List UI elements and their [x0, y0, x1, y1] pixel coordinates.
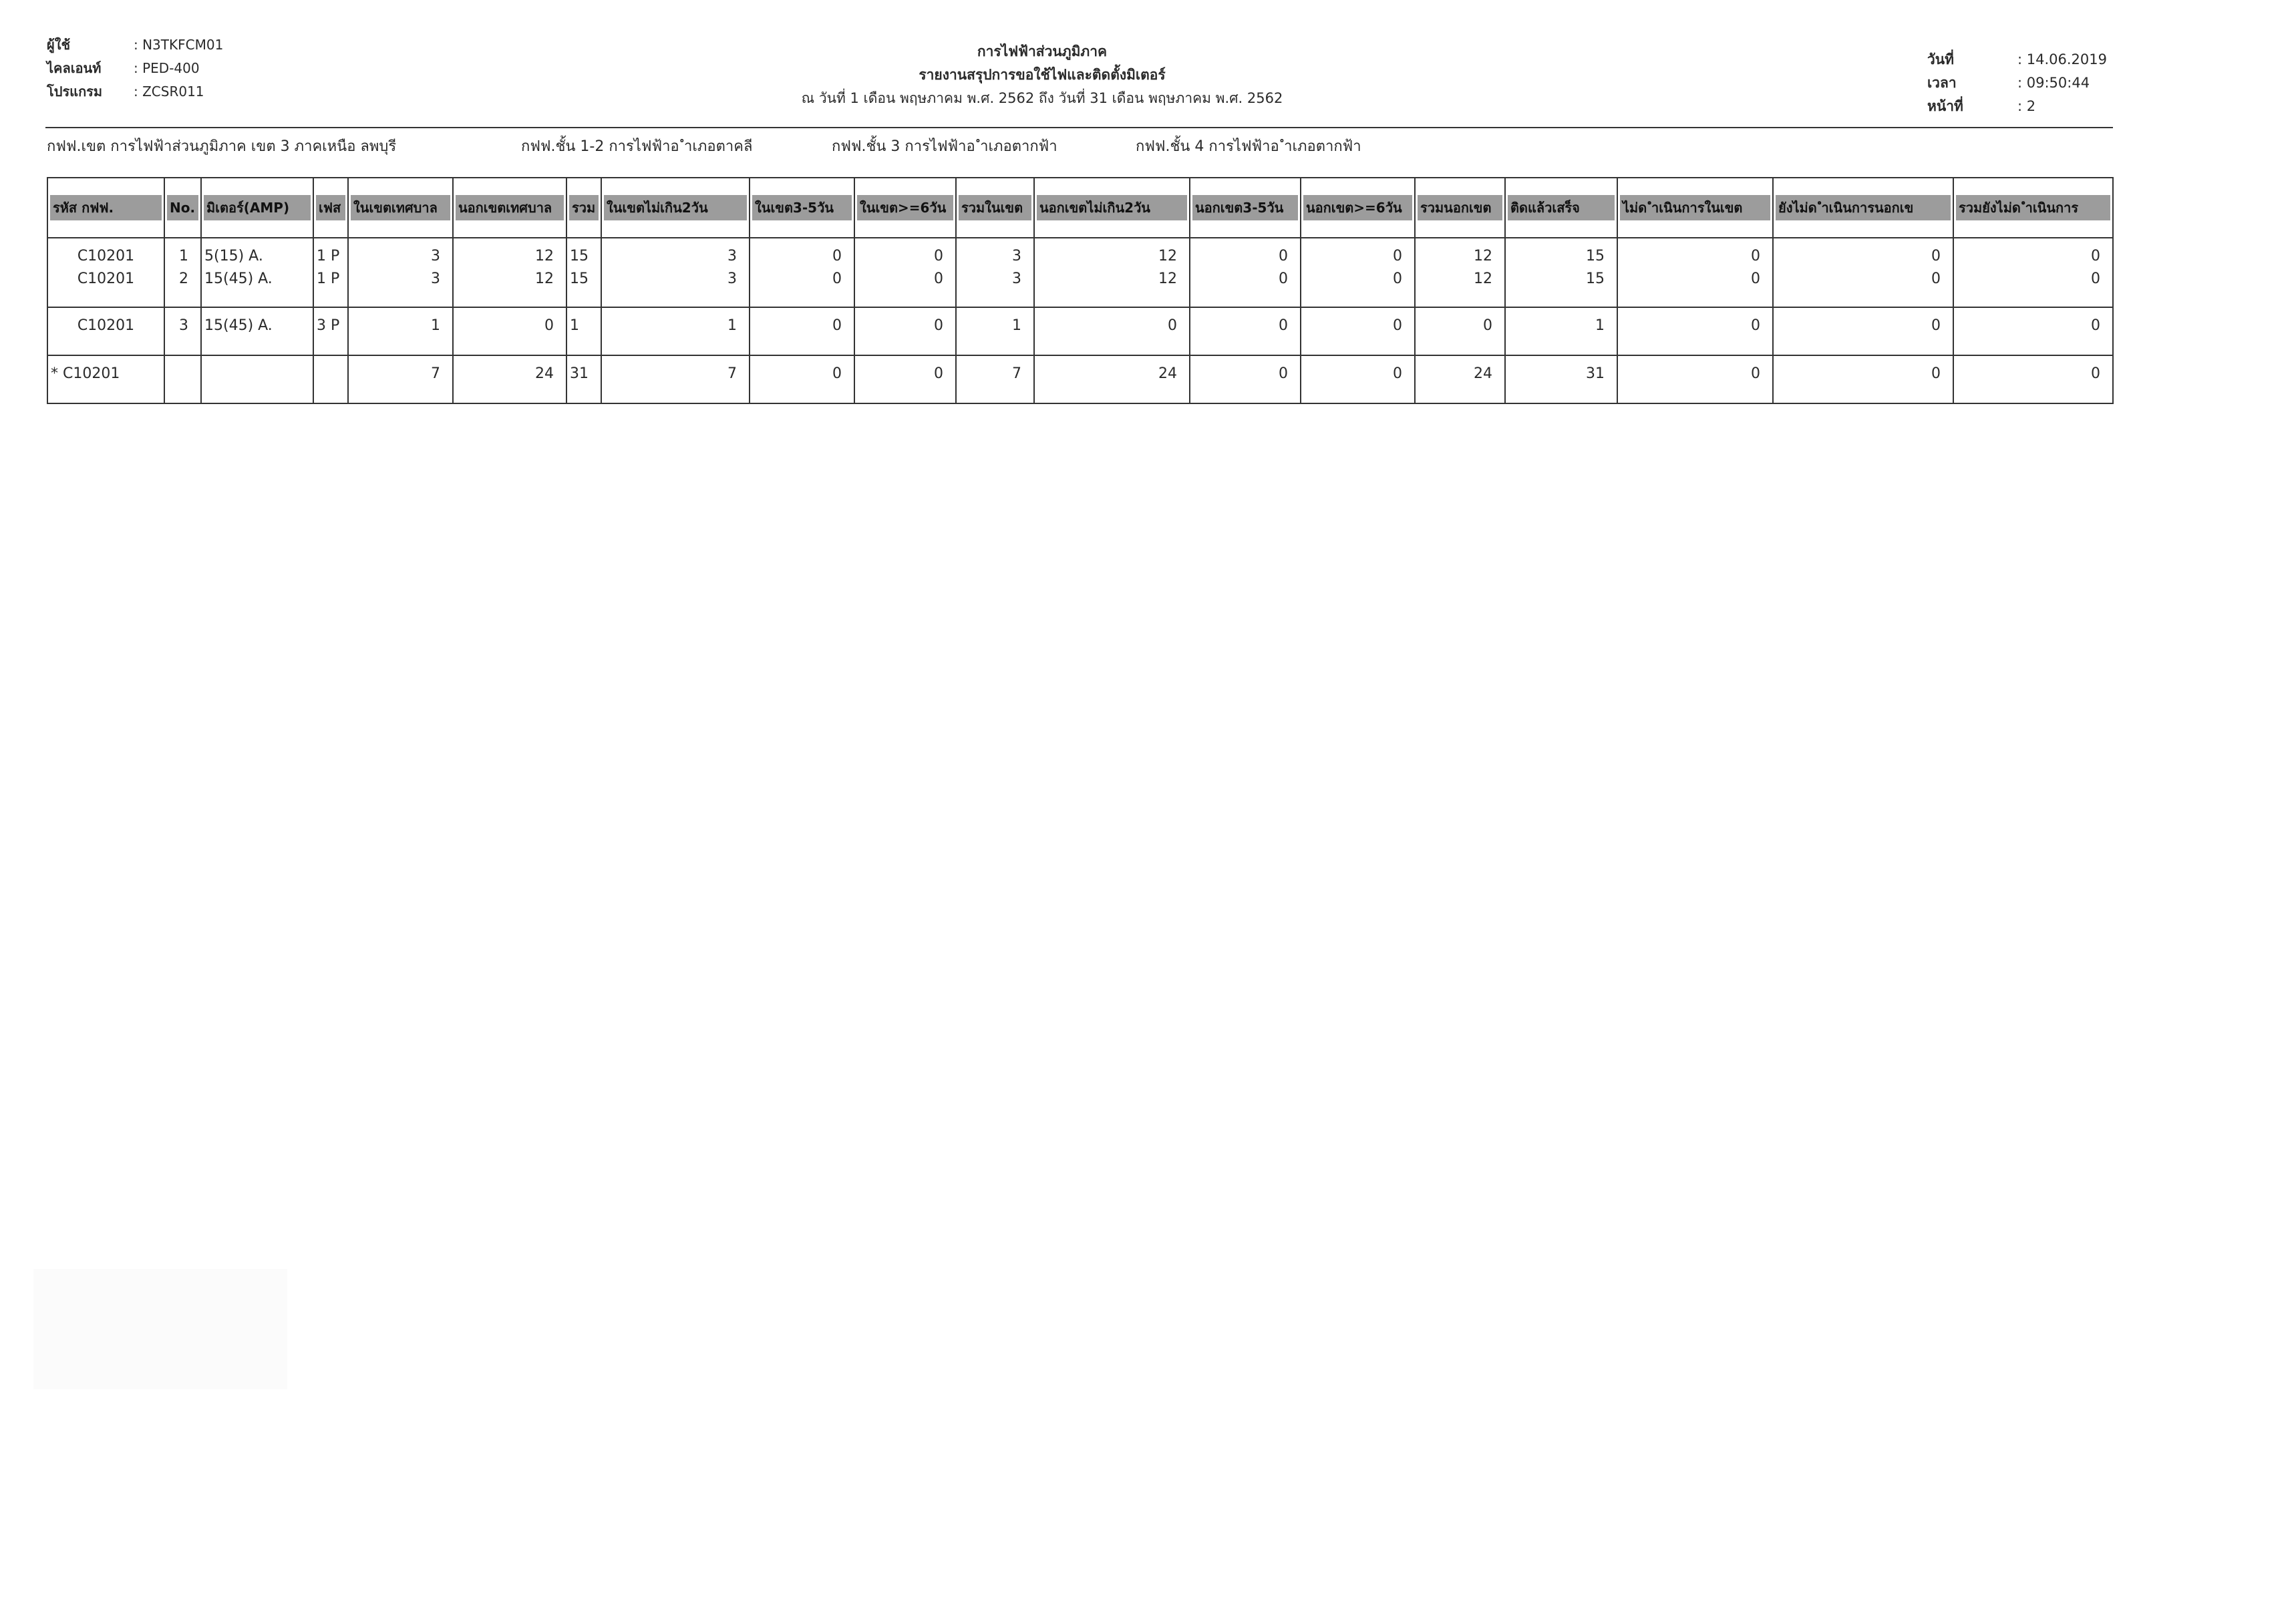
cell-value: 0	[1393, 317, 1402, 334]
cell-value: 0	[1168, 317, 1177, 334]
table-row	[47, 238, 2113, 307]
cell-value: 15(45) A.	[204, 317, 273, 334]
table-cell	[1301, 238, 1415, 307]
column-header-11	[1034, 178, 1190, 238]
table-cell	[1505, 238, 1617, 307]
table-cell	[164, 238, 201, 307]
column-header-12	[1190, 178, 1301, 238]
cell-value: 1	[1012, 317, 1021, 334]
total-value: 24	[1158, 365, 1177, 382]
cell-value: 15	[1586, 271, 1605, 287]
column-header-3	[313, 178, 348, 238]
total-cell	[348, 355, 453, 403]
cell-value: 1	[431, 317, 440, 334]
cell-value: 1 P	[317, 271, 340, 287]
table-cell	[956, 307, 1034, 355]
table-cell	[47, 307, 164, 355]
table-cell	[566, 238, 601, 307]
total-cell	[750, 355, 854, 403]
meta-client-row	[47, 57, 223, 80]
meta-date-row	[1927, 48, 2107, 71]
cell-value: 0	[2091, 317, 2100, 334]
total-cell	[1617, 355, 1773, 403]
total-value: 31	[570, 365, 589, 382]
cell-value: 3	[431, 248, 440, 264]
cell-value: 3	[1012, 248, 1021, 264]
column-header-label: No.	[167, 195, 198, 220]
summary-table	[47, 177, 2114, 404]
cell-value: 1	[727, 317, 737, 334]
cell-value: 3	[179, 317, 188, 334]
report-date-range: ณ วันที่ 1 เดือน พฤษภาคม พ.ศ. 2562 ถึง วันที่ 31 เดือน พฤษภาคม พ.ศ. 2562	[801, 90, 1283, 106]
meta-time-row	[1927, 71, 2107, 95]
cell-value: C10201	[77, 317, 135, 334]
total-cell	[453, 355, 566, 403]
table-cell	[750, 307, 854, 355]
subheader-level-1-2: กฟฟ.ชั้น 1-2 การไฟฟ้าอ ำเภอตาคลี	[521, 138, 753, 155]
cell-value: 0	[934, 317, 943, 334]
meta-time-value: : 09:50:44	[2017, 75, 2090, 91]
cell-value: 15	[570, 248, 589, 264]
column-header-10	[956, 178, 1034, 238]
meta-program-label: โปรแกรม	[47, 83, 103, 100]
table-cell	[348, 238, 453, 307]
column-header-2	[201, 178, 313, 238]
column-header-label: ไม่ด ำเนินการในเขต	[1620, 195, 1770, 220]
cell-value: 12	[535, 248, 554, 264]
cell-value: 0	[832, 248, 842, 264]
total-cell	[47, 355, 164, 403]
meta-program-row	[47, 80, 223, 104]
column-header-label: มิเตอร์(AMP)	[204, 195, 311, 220]
subheader-zone: กฟฟ.เขต การไฟฟ้าส่วนภูมิภาค เขต 3 ภาคเหนือ ลพบุรี	[47, 138, 397, 155]
meta-date-value: : 14.06.2019	[2017, 51, 2107, 67]
table-body	[47, 238, 2113, 403]
total-cell	[201, 355, 313, 403]
total-value: 0	[2091, 365, 2100, 382]
total-value: * C10201	[51, 365, 120, 382]
table-cell	[1953, 307, 2113, 355]
column-header-5	[453, 178, 566, 238]
cell-value: 3	[431, 271, 440, 287]
column-header-9	[854, 178, 956, 238]
table-cell	[313, 307, 348, 355]
column-header-18	[1953, 178, 2113, 238]
cell-value: 1	[179, 248, 188, 264]
total-value: 31	[1586, 365, 1605, 382]
cell-value: 2	[179, 271, 188, 287]
table-cell	[1617, 238, 1773, 307]
table-cell	[1953, 238, 2113, 307]
total-value: 0	[1279, 365, 1288, 382]
cell-value: 12	[1158, 271, 1177, 287]
cell-value: 15	[570, 271, 589, 287]
table-cell	[854, 307, 956, 355]
total-cell	[854, 355, 956, 403]
column-header-label: นอกเขตเทศบาล	[456, 195, 564, 220]
table-header-row	[47, 178, 2113, 238]
column-header-label: ในเขต>=6วัน	[857, 195, 953, 220]
total-cell	[566, 355, 601, 403]
cell-value: 0	[934, 271, 943, 287]
total-cell	[601, 355, 750, 403]
cell-value: 0	[832, 317, 842, 334]
meta-page-row	[1927, 95, 2107, 118]
cell-value: 12	[1474, 271, 1492, 287]
meta-page-value: : 2	[2017, 98, 2036, 114]
table-cell	[1190, 307, 1301, 355]
total-value: 24	[535, 365, 554, 382]
cell-value: 5(15) A.	[204, 248, 263, 264]
column-header-label: รวมนอกเขต	[1418, 195, 1502, 220]
table-cell	[1415, 307, 1505, 355]
cell-value: 3	[727, 248, 737, 264]
cell-value: 12	[1474, 248, 1492, 264]
table-cell	[601, 307, 750, 355]
table-cell	[1505, 307, 1617, 355]
cell-value: 15	[1586, 248, 1605, 264]
column-header-label: รวมยังไม่ด ำเนินการ	[1956, 195, 2110, 220]
table-cell	[201, 307, 313, 355]
cell-value: C10201	[77, 248, 135, 264]
column-header-0	[47, 178, 164, 238]
report-title-block	[708, 40, 1376, 110]
cell-value: 15(45) A.	[204, 271, 273, 287]
total-cell	[1773, 355, 1953, 403]
scan-smudge	[33, 1269, 287, 1389]
table-cell	[1034, 238, 1190, 307]
cell-value: 12	[535, 271, 554, 287]
table-cell	[453, 307, 566, 355]
total-value: 7	[431, 365, 440, 382]
meta-date-label: วันที่	[1927, 51, 1954, 67]
column-header-label: ในเขต3-5วัน	[752, 195, 852, 220]
cell-value: 0	[2091, 271, 2100, 287]
meta-user-value: : N3TKFCM01	[134, 37, 224, 53]
cell-value: 0	[1279, 271, 1288, 287]
table-cell	[1034, 307, 1190, 355]
column-header-label: ในเขตไม่เกิน2วัน	[604, 195, 747, 220]
table-cell	[201, 238, 313, 307]
column-header-label: ติดแล้วเสร็จ	[1508, 195, 1615, 220]
table-cell	[1617, 307, 1773, 355]
total-value: 0	[832, 365, 842, 382]
column-header-label: รวม	[569, 195, 599, 220]
table-cell	[348, 307, 453, 355]
total-cell	[1301, 355, 1415, 403]
column-header-16	[1617, 178, 1773, 238]
column-header-label: นอกเขต3-5วัน	[1192, 195, 1298, 220]
cell-value: 0	[2091, 248, 2100, 264]
cell-value: 0	[1931, 317, 1941, 334]
table-cell	[1190, 238, 1301, 307]
table-cell	[750, 238, 854, 307]
cell-value: 0	[1393, 271, 1402, 287]
cell-value: 0	[1279, 248, 1288, 264]
cell-value: 12	[1158, 248, 1177, 264]
cell-value: 1	[1595, 317, 1605, 334]
column-header-4	[348, 178, 453, 238]
table-cell	[1301, 307, 1415, 355]
subheader-level-3: กฟฟ.ชั้น 3 การไฟฟ้าอ ำเภอตากฟ้า	[832, 138, 1057, 155]
table-cell	[453, 238, 566, 307]
meta-user-label: ผู้ใช้	[47, 37, 71, 53]
cell-value: 0	[1931, 248, 1941, 264]
total-cell	[1415, 355, 1505, 403]
table-cell	[601, 238, 750, 307]
total-cell	[956, 355, 1034, 403]
meta-time-label: เวลา	[1927, 75, 1957, 91]
meta-user-row	[47, 33, 223, 57]
cell-value: 0	[544, 317, 554, 334]
total-cell	[1034, 355, 1190, 403]
meta-program-value: : ZCSR011	[134, 83, 204, 100]
column-header-6	[566, 178, 601, 238]
table-cell	[313, 238, 348, 307]
report-meta-right	[1927, 48, 2107, 118]
cell-value: 1 P	[317, 248, 340, 264]
subheader-level-4: กฟฟ.ชั้น 4 การไฟฟ้าอ ำเภอตากฟ้า	[1136, 138, 1361, 155]
column-header-13	[1301, 178, 1415, 238]
cell-value: 0	[1931, 271, 1941, 287]
column-header-1	[164, 178, 201, 238]
total-cell	[1190, 355, 1301, 403]
table-total-row	[47, 355, 2113, 403]
header-divider	[45, 127, 2113, 128]
column-header-14	[1415, 178, 1505, 238]
table-cell	[1415, 238, 1505, 307]
total-value: 0	[1931, 365, 1941, 382]
table-row	[47, 307, 2113, 355]
cell-value: 3	[727, 271, 737, 287]
cell-value: 0	[832, 271, 842, 287]
total-cell	[313, 355, 348, 403]
meta-page-label: หน้าที่	[1927, 98, 1963, 114]
column-header-label: ยังไม่ด ำเนินการนอกเข	[1776, 195, 1951, 220]
column-header-label: นอกเขต>=6วัน	[1303, 195, 1412, 220]
report-organization: การไฟฟ้าส่วนภูมิภาค	[977, 43, 1108, 59]
total-value: 24	[1474, 365, 1492, 382]
cell-value: 3 P	[317, 317, 340, 334]
total-value: 7	[1012, 365, 1021, 382]
cell-value: 0	[1751, 248, 1760, 264]
total-value: 7	[727, 365, 737, 382]
cell-value: 0	[934, 248, 943, 264]
total-value: 0	[934, 365, 943, 382]
cell-value: 0	[1393, 248, 1402, 264]
total-cell	[1953, 355, 2113, 403]
meta-client-value: : PED-400	[134, 60, 200, 76]
cell-value: 0	[1751, 317, 1760, 334]
cell-value: C10201	[77, 271, 135, 287]
table-cell	[47, 238, 164, 307]
table-cell	[1773, 238, 1953, 307]
report-title: รายงานสรุปการขอใช้ไฟและติดตั้งมิเตอร์	[919, 67, 1166, 83]
table-cell	[164, 307, 201, 355]
cell-value: 1	[570, 317, 579, 334]
total-value: 0	[1393, 365, 1402, 382]
cell-value: 3	[1012, 271, 1021, 287]
table-cell	[566, 307, 601, 355]
cell-value: 0	[1279, 317, 1288, 334]
meta-client-label: ไคลเอนท์	[47, 60, 102, 76]
table-cell	[1773, 307, 1953, 355]
column-header-label: เฟส	[316, 195, 345, 220]
column-header-label: รวมในเขต	[959, 195, 1031, 220]
table-cell	[854, 238, 956, 307]
column-header-8	[750, 178, 854, 238]
cell-value: 0	[1483, 317, 1492, 334]
column-header-label: รหัส กฟฟ.	[50, 195, 162, 220]
report-meta-left	[47, 33, 223, 104]
column-header-17	[1773, 178, 1953, 238]
column-header-15	[1505, 178, 1617, 238]
cell-value: 0	[1751, 271, 1760, 287]
total-cell	[1505, 355, 1617, 403]
column-header-label: ในเขตเทศบาล	[351, 195, 450, 220]
total-cell	[164, 355, 201, 403]
column-header-label: นอกเขตไม่เกิน2วัน	[1037, 195, 1187, 220]
total-value: 0	[1751, 365, 1760, 382]
column-header-7	[601, 178, 750, 238]
table-cell	[956, 238, 1034, 307]
